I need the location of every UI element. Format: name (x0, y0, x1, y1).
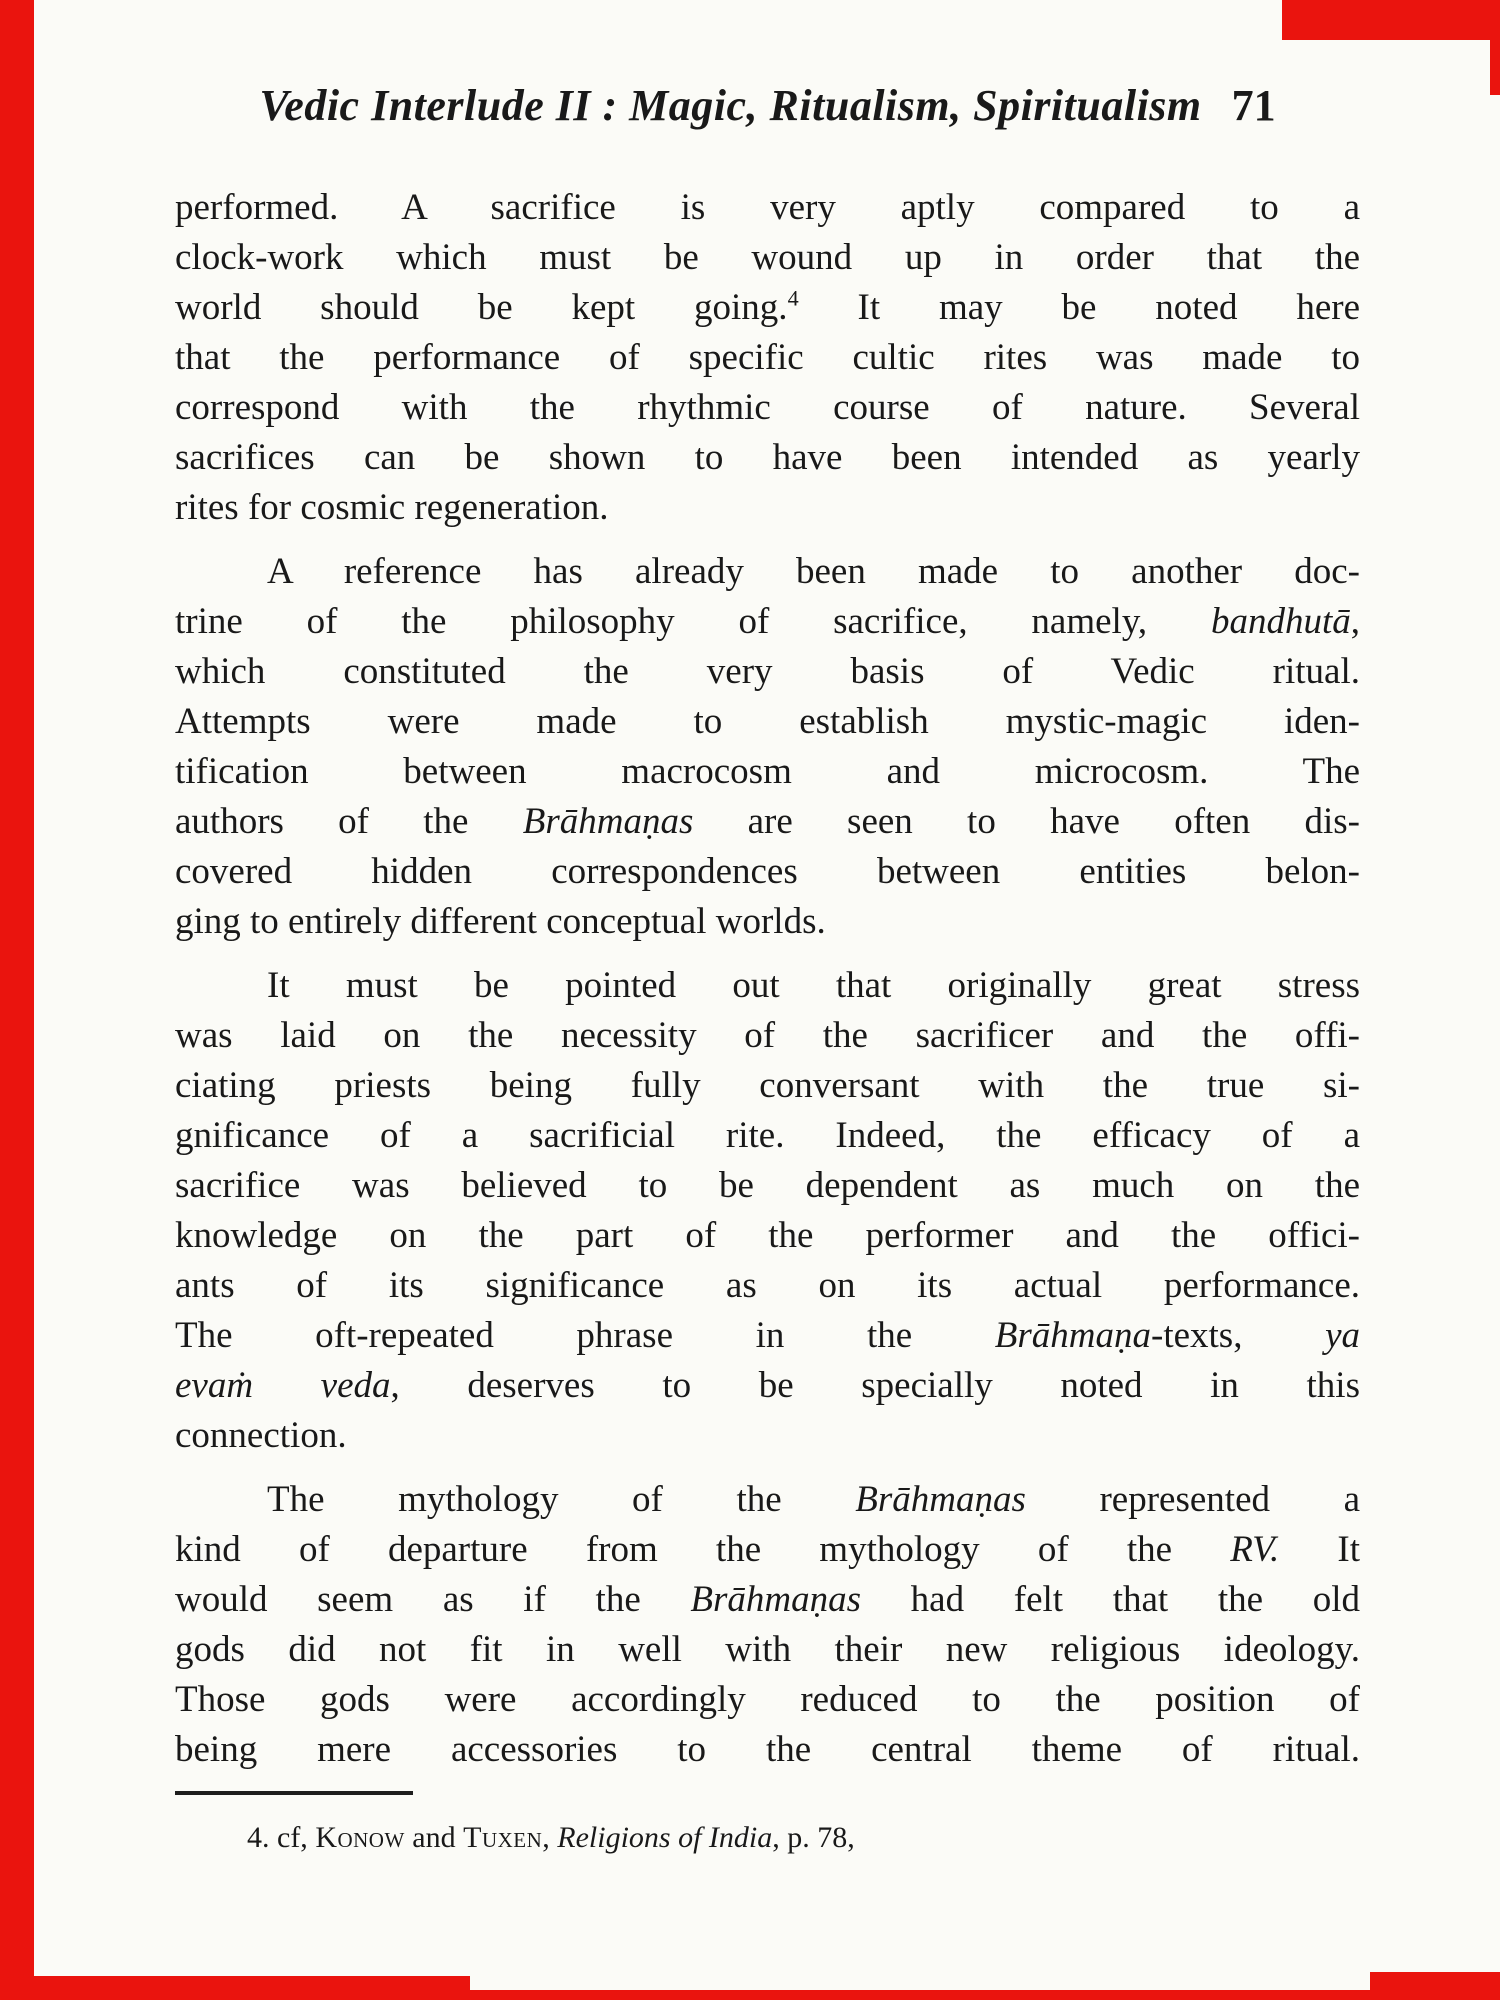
text-run: would seem as if the (175, 1579, 691, 1620)
text-line (175, 1575, 1360, 1625)
text-line (175, 233, 1360, 283)
text-run: connection. (175, 1415, 347, 1456)
chapter-title: Vedic Interlude II : Magic, Ritualism, Spiritualism (259, 81, 1202, 130)
page-content (175, 0, 1360, 1857)
text-run: sacrifices can be shown to have been intended as yearly (175, 437, 1360, 478)
text-run: that the performance of specific cultic rites was made to (175, 337, 1360, 378)
paragraph (175, 183, 1360, 533)
text-line (175, 1725, 1360, 1775)
text-run: represented a (1025, 1479, 1361, 1520)
text-run: , deserves to be specially noted in this (390, 1365, 1360, 1406)
footnote (175, 1819, 1360, 1857)
text-run: -texts, (1151, 1315, 1326, 1356)
text-run-italic: Brāhmaṇas (855, 1479, 1026, 1520)
text-line (175, 1475, 1360, 1525)
text-run: , (1350, 601, 1360, 642)
text-run: gnificance of a sacrificial rite. Indeed, the efficacy of a (175, 1115, 1360, 1156)
text-run: knowledge on the part of the performer and the offici- (175, 1215, 1360, 1256)
text-run: Attempts were made to establish mystic-magic iden- (175, 701, 1360, 742)
body-text (175, 183, 1360, 1775)
text-run: It (1279, 1529, 1360, 1570)
text-line (175, 547, 1360, 597)
text-line (175, 1111, 1360, 1161)
text-line (175, 847, 1360, 897)
text-run: sacrifice was believed to be dependent as much on the (175, 1165, 1360, 1206)
text-run: The oft-repeated phrase in the (175, 1315, 995, 1356)
text-line (175, 1675, 1360, 1725)
text-run-sc: Tuxen (463, 1821, 543, 1854)
text-run: had felt that the old (861, 1579, 1360, 1620)
text-line (175, 1361, 1360, 1411)
text-run: performed. A sacrifice is very aptly compared to a (175, 187, 1360, 228)
text-run: A reference has already been made to another doc- (267, 551, 1360, 592)
paragraph (175, 961, 1360, 1461)
text-run: ants of its significance as on its actual performance. (175, 1265, 1360, 1306)
text-run: world should be kept going. (175, 287, 788, 328)
text-run: rites for cosmic regeneration. (175, 487, 609, 528)
text-line (175, 1211, 1360, 1261)
text-run: The mythology of the (267, 1479, 856, 1520)
text-run-italic: Religions of India (557, 1821, 773, 1854)
text-run: ciating priests being fully conversant with the true si- (175, 1065, 1360, 1106)
text-line (175, 1411, 1360, 1461)
text-run: , (542, 1821, 558, 1854)
text-line (175, 283, 1360, 333)
text-run: ging to entirely different conceptual worlds. (175, 901, 826, 942)
text-run: covered hidden correspondences between entities belon- (175, 851, 1360, 892)
text-line (175, 1261, 1360, 1311)
text-run: authors of the (175, 801, 523, 842)
text-run-sup: 4 (787, 285, 799, 311)
page-number: 71 (1231, 81, 1276, 130)
scan-edge-right-top (1490, 0, 1500, 95)
text-run: It may be noted here (798, 287, 1361, 328)
text-run: kind of departure from the mythology of the (175, 1529, 1231, 1570)
text-line (175, 383, 1360, 433)
scan-edge-bottom-left (0, 1976, 470, 2000)
paragraph (175, 547, 1360, 947)
footnote-rule (175, 1791, 413, 1795)
text-line (175, 1625, 1360, 1675)
text-run: tification between macrocosm and microcosm. The (175, 751, 1360, 792)
text-line (175, 697, 1360, 747)
text-run: which constituted the very basis of Vedic ritual. (175, 651, 1360, 692)
text-run: gods did not fit in well with their new religious ideology. (175, 1629, 1360, 1670)
text-run-italic: RV. (1230, 1529, 1280, 1570)
text-line (175, 483, 1360, 533)
text-line (175, 1311, 1360, 1361)
running-header (175, 80, 1360, 131)
text-line (175, 433, 1360, 483)
text-line (175, 1525, 1360, 1575)
text-run: 4. cf, (247, 1821, 316, 1854)
text-line (175, 333, 1360, 383)
text-line (175, 797, 1360, 847)
text-line (175, 747, 1360, 797)
text-line (175, 1161, 1360, 1211)
text-run-italic: Brāhmaṇas (690, 1579, 862, 1620)
text-run: are seen to have often dis- (693, 801, 1360, 842)
text-run: being mere accessories to the central theme of ritual. (175, 1729, 1360, 1770)
text-run: trine of the philosophy of sacrifice, namely, (175, 601, 1211, 642)
text-run: was laid on the necessity of the sacrificer and the offi- (175, 1015, 1360, 1056)
text-line (175, 897, 1360, 947)
text-line (175, 1061, 1360, 1111)
text-run-italic: ya (1325, 1315, 1360, 1356)
text-run-italic: bandhutā (1210, 601, 1351, 642)
scan-edge-bottom-right (1370, 1972, 1500, 2000)
paragraph (175, 1475, 1360, 1775)
text-run: , p. 78, (772, 1821, 855, 1854)
text-run: It must be pointed out that originally great stress (267, 965, 1360, 1006)
text-run-italic: evaṁ veda (175, 1365, 391, 1406)
text-line (175, 647, 1360, 697)
text-run-italic: Brāhmaṇa (994, 1315, 1151, 1356)
text-line (175, 183, 1360, 233)
text-line (175, 961, 1360, 1011)
text-line (175, 1011, 1360, 1061)
text-run-italic: Brāhmaṇas (522, 801, 694, 842)
text-run: clock-work which must be wound up in order that the (175, 237, 1360, 278)
text-run: Those gods were accordingly reduced to the position of (175, 1679, 1360, 1720)
text-run-sc: Konow (315, 1821, 405, 1854)
text-run: correspond with the rhythmic course of nature. Several (175, 387, 1360, 428)
text-line (175, 597, 1360, 647)
text-run: and (404, 1821, 464, 1854)
scan-edge-left (0, 0, 34, 2000)
